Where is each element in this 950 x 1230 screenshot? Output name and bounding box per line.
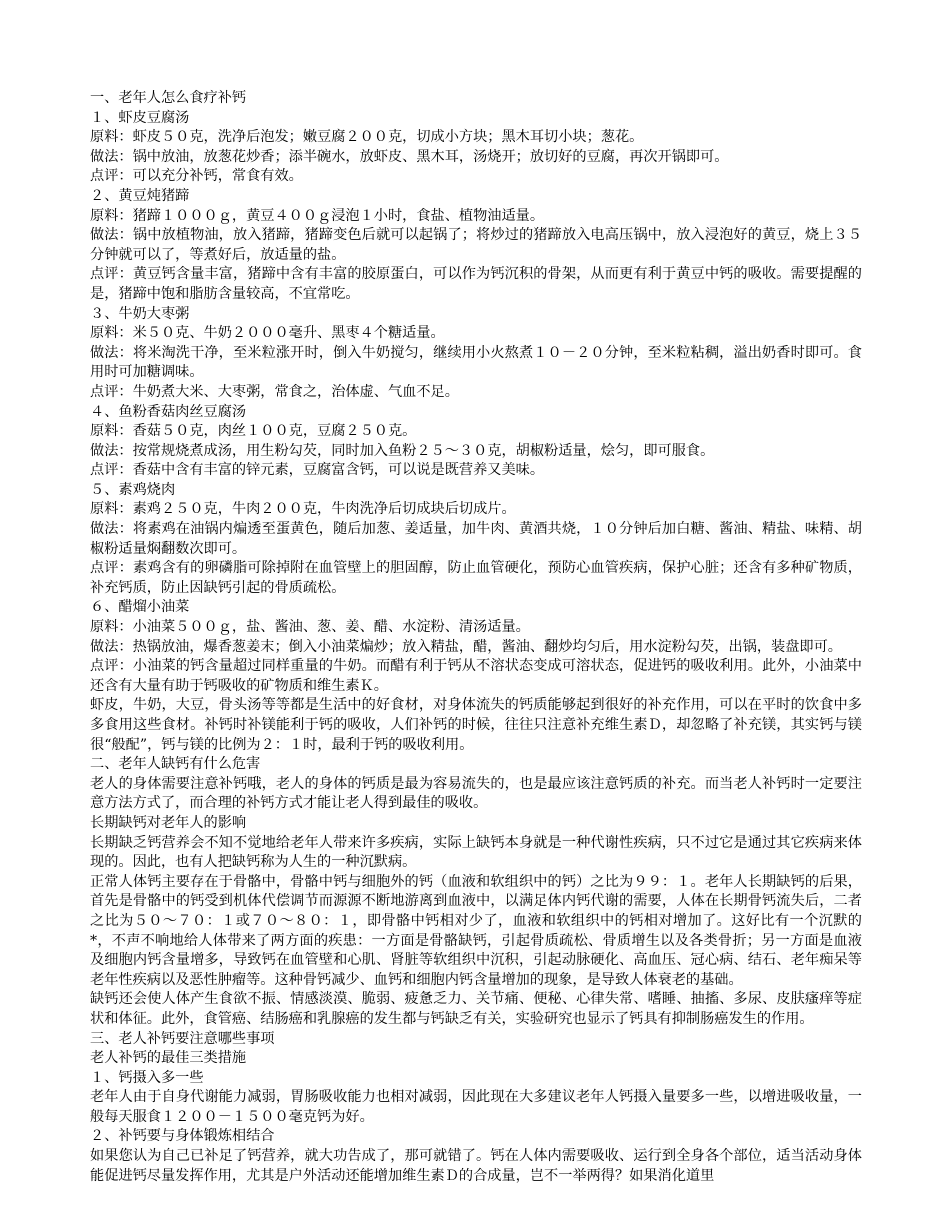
list-item-title: ２、补钙要与身体锻炼相结合 <box>90 1128 275 1145</box>
section-heading: 三、老人补钙要注意哪些事项 <box>90 1030 275 1047</box>
subheading: 老人补钙的最佳三类措施 <box>90 1050 247 1067</box>
recipe-title: ６、醋熘小油菜 <box>90 599 190 616</box>
recipe-title: ４、鱼粉香菇肉丝豆腐汤 <box>90 403 247 420</box>
recipe-ingredients: 原料：米５０克、牛奶２０００毫升、黑枣４个糖适量。 <box>90 325 445 342</box>
body-paragraph: 老年人由于自身代谢能力减弱，胃肠吸收能力也相对减弱，因此现在大多建议老年人钙摄入量要多一些，以增进吸收量，一般每天服食１２００－１５００毫克钙为好。 <box>90 1089 862 1125</box>
subheading: 长期缺钙对老年人的影响 <box>90 814 247 831</box>
recipe-title: ２、黄豆炖猪蹄 <box>90 187 190 204</box>
recipe-ingredients: 原料：小油菜５００ｇ，盐、酱油、葱、姜、醋、水淀粉、清汤适量。 <box>90 619 530 636</box>
document-body <box>90 89 862 1186</box>
recipe-comment: 点评：可以充分补钙，常食有效。 <box>90 168 303 185</box>
recipe-comment: 点评：小油菜的钙含量超过同样重量的牛奶。而醋有利于钙从不溶状态变成可溶状态，促进钙的吸收利用。此外，小油菜中还含有大量有助于钙吸收的矿物质和维生素Ｋ。 <box>90 658 862 694</box>
recipe-title: １、虾皮豆腐汤 <box>90 109 190 126</box>
recipe-method: 做法：锅中放油，放葱花炒香；添半碗水，放虾皮、黑木耳，汤烧开；放切好的豆腐，再次开锅即可。 <box>90 148 729 165</box>
body-paragraph: 虾皮，牛奶，大豆，骨头汤等等都是生活中的好食材，对身体流失的钙质能够起到很好的补充作用，可以在平时的饮食中多多食用这些食材。补钙时补镁能利于钙的吸收，人们补钙的时候，往往只注意补充维生素Ｄ，却忽略了补充镁，其实钙与镁很“般配”，钙与镁的比例为２：１时，最利于钙的吸收利用。 <box>90 697 862 753</box>
body-paragraph: 缺钙还会使人体产生食欲不振、情感淡漠、脆弱、疲惫乏力、关节痛、便秘、心律失常、嗜睡、抽搐、多尿、皮肤瘙痒等症状和体征。此外，食管癌、结肠癌和乳腺癌的发生都与钙缺乏有关，实验研究也显示了钙具有抑制肠癌发生的作用。 <box>90 991 862 1027</box>
recipe-title: ３、牛奶大枣粥 <box>90 305 190 322</box>
recipe-comment: 点评：香菇中含有丰富的锌元素，豆腐富含钙，可以说是既营养又美味。 <box>90 462 545 479</box>
body-paragraph: 正常人体钙主要存在于骨骼中，骨骼中钙与细胞外的钙（血液和软组织中的钙）之比为９９：１。老年人长期缺钙的后果，首先是骨骼中的钙受到机体代偿调节而源源不断地游离到血液中，以满足体内钙代谢的需要，人体在长期骨钙流失后，二者之比为５０～７０：１或７０～８０：１，即骨骼中钙相对少了，血液和软组织中的钙相对增加了。这好比有一个沉默的*，不声不响地给人体带来了两方面的疾患：一方面是骨骼缺钙，引起骨质疏松、骨质增生以及各类骨折；另一方面是血液及细胞内钙含量增多，导致钙在血管壁和心肌、肾脏等软组织中沉积，引起动脉硬化、高血压、冠心病、结石、老年痴呆等老年性疾病以及恶性肿瘤等。这种骨钙减少、血钙和细胞内钙含量增加的现象，是导致人体衰老的基础。 <box>90 873 862 988</box>
recipe-method: 做法：将米淘洗干净，至米粒涨开时，倒入牛奶搅匀，继续用小火熬煮１０－２０分钟，至米粒粘稠，溢出奶香时即可。食用时可加糖调味。 <box>90 344 862 381</box>
recipe-ingredients: 原料：虾皮５０克，洗净后泡发；嫩豆腐２００克，切成小方块；黑木耳切小块；葱花。 <box>90 129 644 146</box>
recipe-comment: 点评：素鸡含有的卵磷脂可除掉附在血管壁上的胆固醇，防止血管硬化，预防心血管疾病，保护心脏；还含有多种矿物质，补充钙质，防止因缺钙引起的骨质疏松。 <box>90 560 862 596</box>
section-heading: 一、老年人怎么食疗补钙 <box>90 90 247 106</box>
recipe-method: 做法：按常规烧煮成汤，用生粉勾芡，同时加入鱼粉２５～３０克，胡椒粉适量，烩匀，即可服食。 <box>90 442 715 459</box>
recipe-ingredients: 原料：香菇５０克，肉丝１００克，豆腐２５０克。 <box>90 423 417 440</box>
recipe-method: 做法：将素鸡在油锅内煸透至蛋黄色，随后加葱、姜适量，加牛肉、黄酒共烧，１０分钟后加白糖、酱油、精盐、味精、胡椒粉适量焖翻数次即可。 <box>90 521 862 557</box>
body-paragraph: 老人的身体需要注意补钙哦，老人的身体的钙质是最为容易流失的，也是最应该注意钙质的补充。而当老人补钙时一定要注意方法方式了，而合理的补钙方式才能让老人得到最佳的吸收。 <box>90 775 862 812</box>
recipe-method: 做法：热锅放油，爆香葱姜末；倒入小油菜煸炒；放入精盐，醋，酱油、翻炒均匀后，用水淀粉勾芡，出锅，装盘即可。 <box>90 638 842 655</box>
section-heading: 二、老年人缺钙有什么危害 <box>90 756 261 773</box>
list-item-title: １、钙摄入多一些 <box>90 1069 204 1086</box>
body-paragraph: 如果您认为自己已补足了钙营养，就大功告成了，那可就错了。钙在人体内需要吸收、运行到全身各个部位，适当活动身体能促进钙尽量发挥作用，尤其是户外活动还能增加维生素Ｄ的合成量，岂不一举两得？如果消化道里 <box>90 1148 862 1184</box>
recipe-method: 做法：锅中放植物油，放入猪蹄，猪蹄变色后就可以起锅了；将炒过的猪蹄放入电高压锅中，放入浸泡好的黄豆，烧上３５分钟就可以了，等煮好后，放适量的盐。 <box>90 227 862 263</box>
recipe-title: ５、素鸡烧肉 <box>90 481 176 498</box>
recipe-ingredients: 原料：猪蹄１０００ｇ，黄豆４００ｇ浸泡１小时，食盐、植物油适量。 <box>90 207 545 224</box>
recipe-comment: 点评：黄豆钙含量丰富，猪蹄中含有丰富的胶原蛋白，可以作为钙沉积的骨架，从而更有利于黄豆中钙的吸收。需要提醒的是，猪蹄中饱和脂肪含量较高，不宜常吃。 <box>90 266 862 302</box>
recipe-comment: 点评：牛奶煮大米、大枣粥，常食之，治体虚、气血不足。 <box>90 383 459 400</box>
body-paragraph: 长期缺乏钙营养会不知不觉地给老年人带来许多疾病，实际上缺钙本身就是一种代谢性疾病，只不过它是通过其它疾病来体现的。因此，也有人把缺钙称为人生的一种沉默病。 <box>90 834 862 871</box>
recipe-ingredients: 原料：素鸡２５０克，牛肉２００克，牛肉洗净后切成块后切成片。 <box>90 501 516 518</box>
